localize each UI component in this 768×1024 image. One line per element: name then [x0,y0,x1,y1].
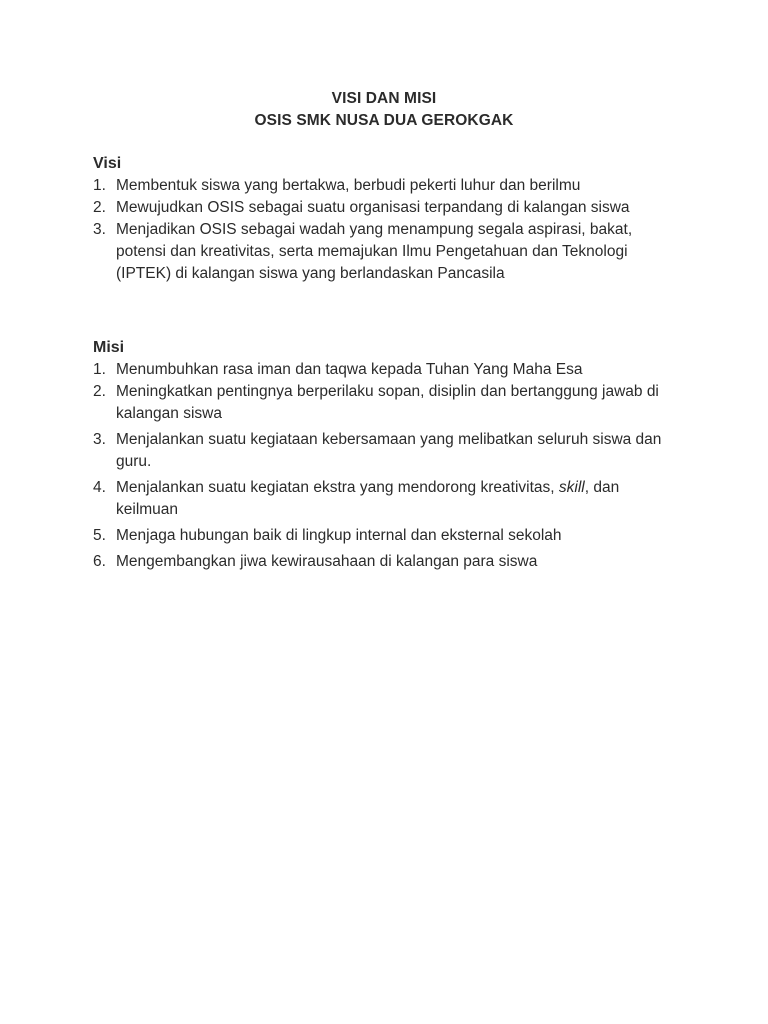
visi-list [93,175,683,285]
list-number: 1. [93,361,106,378]
document-title [0,88,768,132]
misi-item-text-part: , dan keilmuan [116,479,620,518]
visi-item-2 [93,197,683,219]
misi-heading: Misi [93,339,125,356]
visi-section [93,153,683,285]
visi-item-text: Menjadikan OSIS sebagai wadah yang menampung segala aspirasi, bakat, potensi dan kreativitas, serta memajukan Ilmu Pengetahuan dan Teknologi (IPTEK) di kalangan siswa yang berlandaskan Pancasila [116,221,633,282]
misi-item-1 [93,359,683,381]
list-number: 4. [93,479,106,496]
misi-item-6 [93,551,683,573]
visi-item-text: Membentuk siswa yang bertakwa, berbudi pekerti luhur dan berilmu [116,177,581,194]
list-number: 1. [93,177,106,194]
misi-item-text: Meningkatkan pentingnya berperilaku sopan, disiplin dan bertanggung jawab di kalangan siswa [116,383,659,422]
list-number: 5. [93,527,106,544]
misi-list [93,359,683,573]
visi-item-1 [93,175,683,197]
title-line-2: OSIS SMK NUSA DUA GEROKGAK [254,112,514,129]
misi-item-text-part: Menjalankan suatu kegiatan ekstra yang mendorong kreativitas, [116,479,559,496]
misi-item-text: Menjaga hubungan baik di lingkup internal dan eksternal sekolah [116,527,562,544]
visi-item-3 [93,219,683,285]
visi-item-text: Mewujudkan OSIS sebagai suatu organisasi terpandang di kalangan siswa [116,199,630,216]
list-number: 2. [93,199,106,216]
misi-item-4 [93,477,683,521]
misi-item-text: Mengembangkan jiwa kewirausahaan di kalangan para siswa [116,553,538,570]
list-number: 2. [93,383,106,400]
list-number: 6. [93,553,106,570]
misi-item-2 [93,381,683,425]
misi-section [93,337,683,577]
list-number: 3. [93,221,106,238]
misi-item-text [116,479,619,518]
misi-item-5 [93,525,683,547]
misi-item-text: Menumbuhkan rasa iman dan taqwa kepada Tuhan Yang Maha Esa [116,361,583,378]
visi-heading: Visi [93,155,122,172]
misi-item-text-italic: skill [558,479,585,496]
misi-item-text: Menjalankan suatu kegiataan kebersamaan yang melibatkan seluruh siswa dan guru. [116,431,662,470]
misi-item-3 [93,429,683,473]
title-line-1: VISI DAN MISI [331,90,437,107]
list-number: 3. [93,431,106,448]
